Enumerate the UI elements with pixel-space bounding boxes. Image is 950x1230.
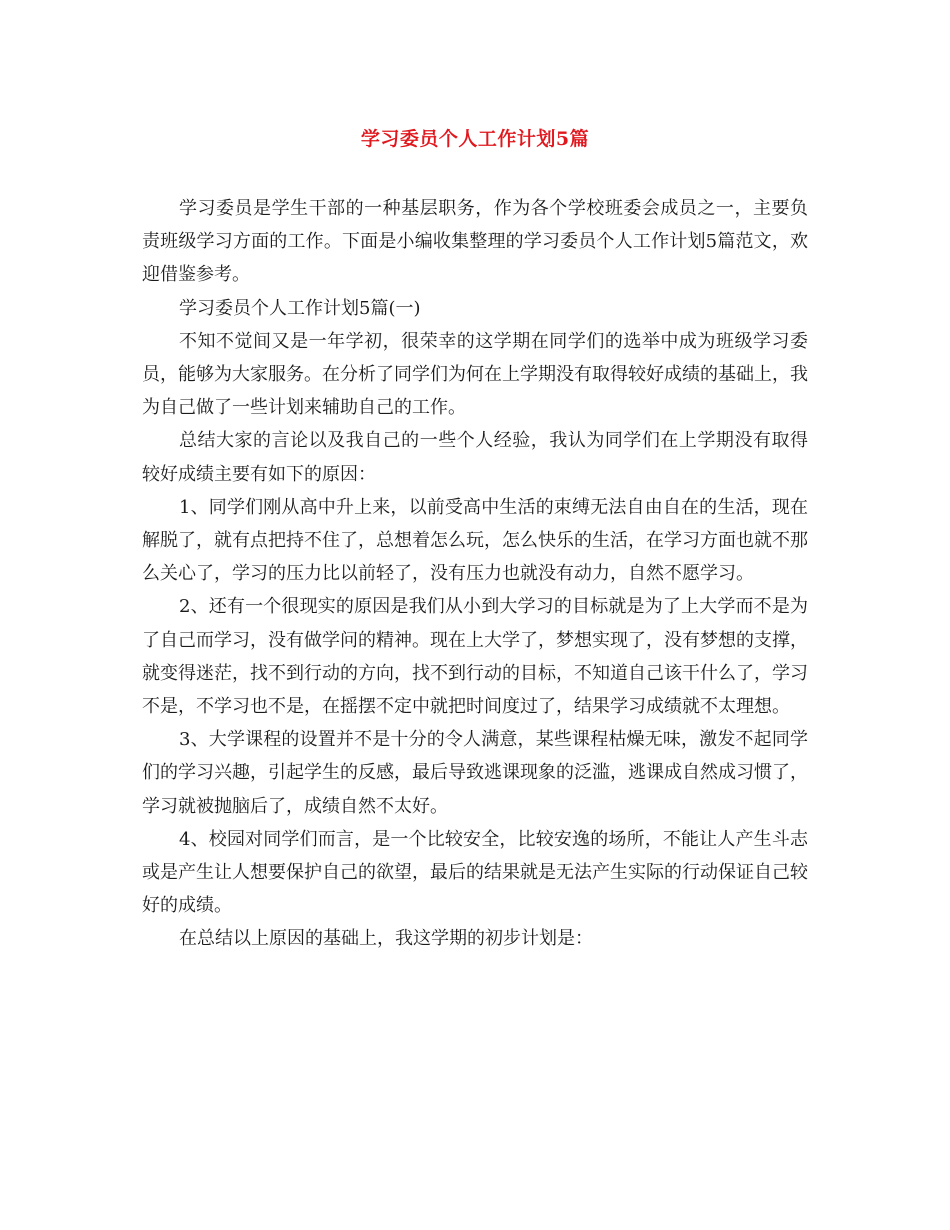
- paragraph: 总结大家的言论以及我自己的一些个人经验，我认为同学们在上学期没有取得较好成绩主要有如下的原因：: [142, 430, 808, 485]
- document-body: [142, 192, 808, 956]
- list-item-4: 4、校园对同学们而言，是一个比较安全，比较安逸的场所，不能让人产生斗志或是产生让人想要保护自己的欲望，最后的结果就是无法产生实际的行动保证自己较好的成绩。: [142, 828, 808, 917]
- list-item-3: 3、大学课程的设置并不是十分的令人满意，某些课程枯燥无味，激发不起同学们的学习兴趣，引起学生的反感，最后导致逃课现象的泛滥，逃课成自然成习惯了，学习就被抛脑后了，成绩自然不太好。: [142, 729, 808, 817]
- paragraph-intro: 学习委员是学生干部的一种基层职务，作为各个学校班委会成员之一，主要负责班级学习方面的工作。下面是小编收集整理的学习委员个人工作计划5篇范文，欢迎借鉴参考。: [142, 198, 808, 286]
- paragraph-conclusion: 在总结以上原因的基础上，我这学期的初步计划是：: [179, 928, 593, 950]
- list-item-1: 1、同学们刚从高中升上来，以前受高中生活的束缚无法自由自在的生活，现在解脱了，就有点把持不住了，总想着怎么玩，怎么快乐的生活，在学习方面也就不那么关心了，学习的压力比以前轻了，没有压力也就没有动力，自然不愿学习。: [142, 496, 808, 585]
- list-item-2: 2、还有一个很现实的原因是我们从小到大学习的目标就是为了上大学而不是为了自己而学习，没有做学问的精神。现在上大学了，梦想实现了，没有梦想的支撑，就变得迷茫，找不到行动的方向，找不到行动的目标，不知道自己该干什么了，学习不是，不学习也不是，在摇摆不定中就把时间度过了，结果学习成绩就不太理想。: [142, 596, 808, 718]
- paragraph: 不知不觉间又是一年学初，很荣幸的这学期在同学们的选举中成为班级学习委员，能够为大家服务。在分析了同学们为何在上学期没有取得较好成绩的基础上，我为自己做了一些计划来辅助自己的工作。: [142, 330, 808, 419]
- document-title: 学习委员个人工作计划5篇: [360, 128, 590, 150]
- section-heading: 学习委员个人工作计划5篇(一): [179, 297, 421, 319]
